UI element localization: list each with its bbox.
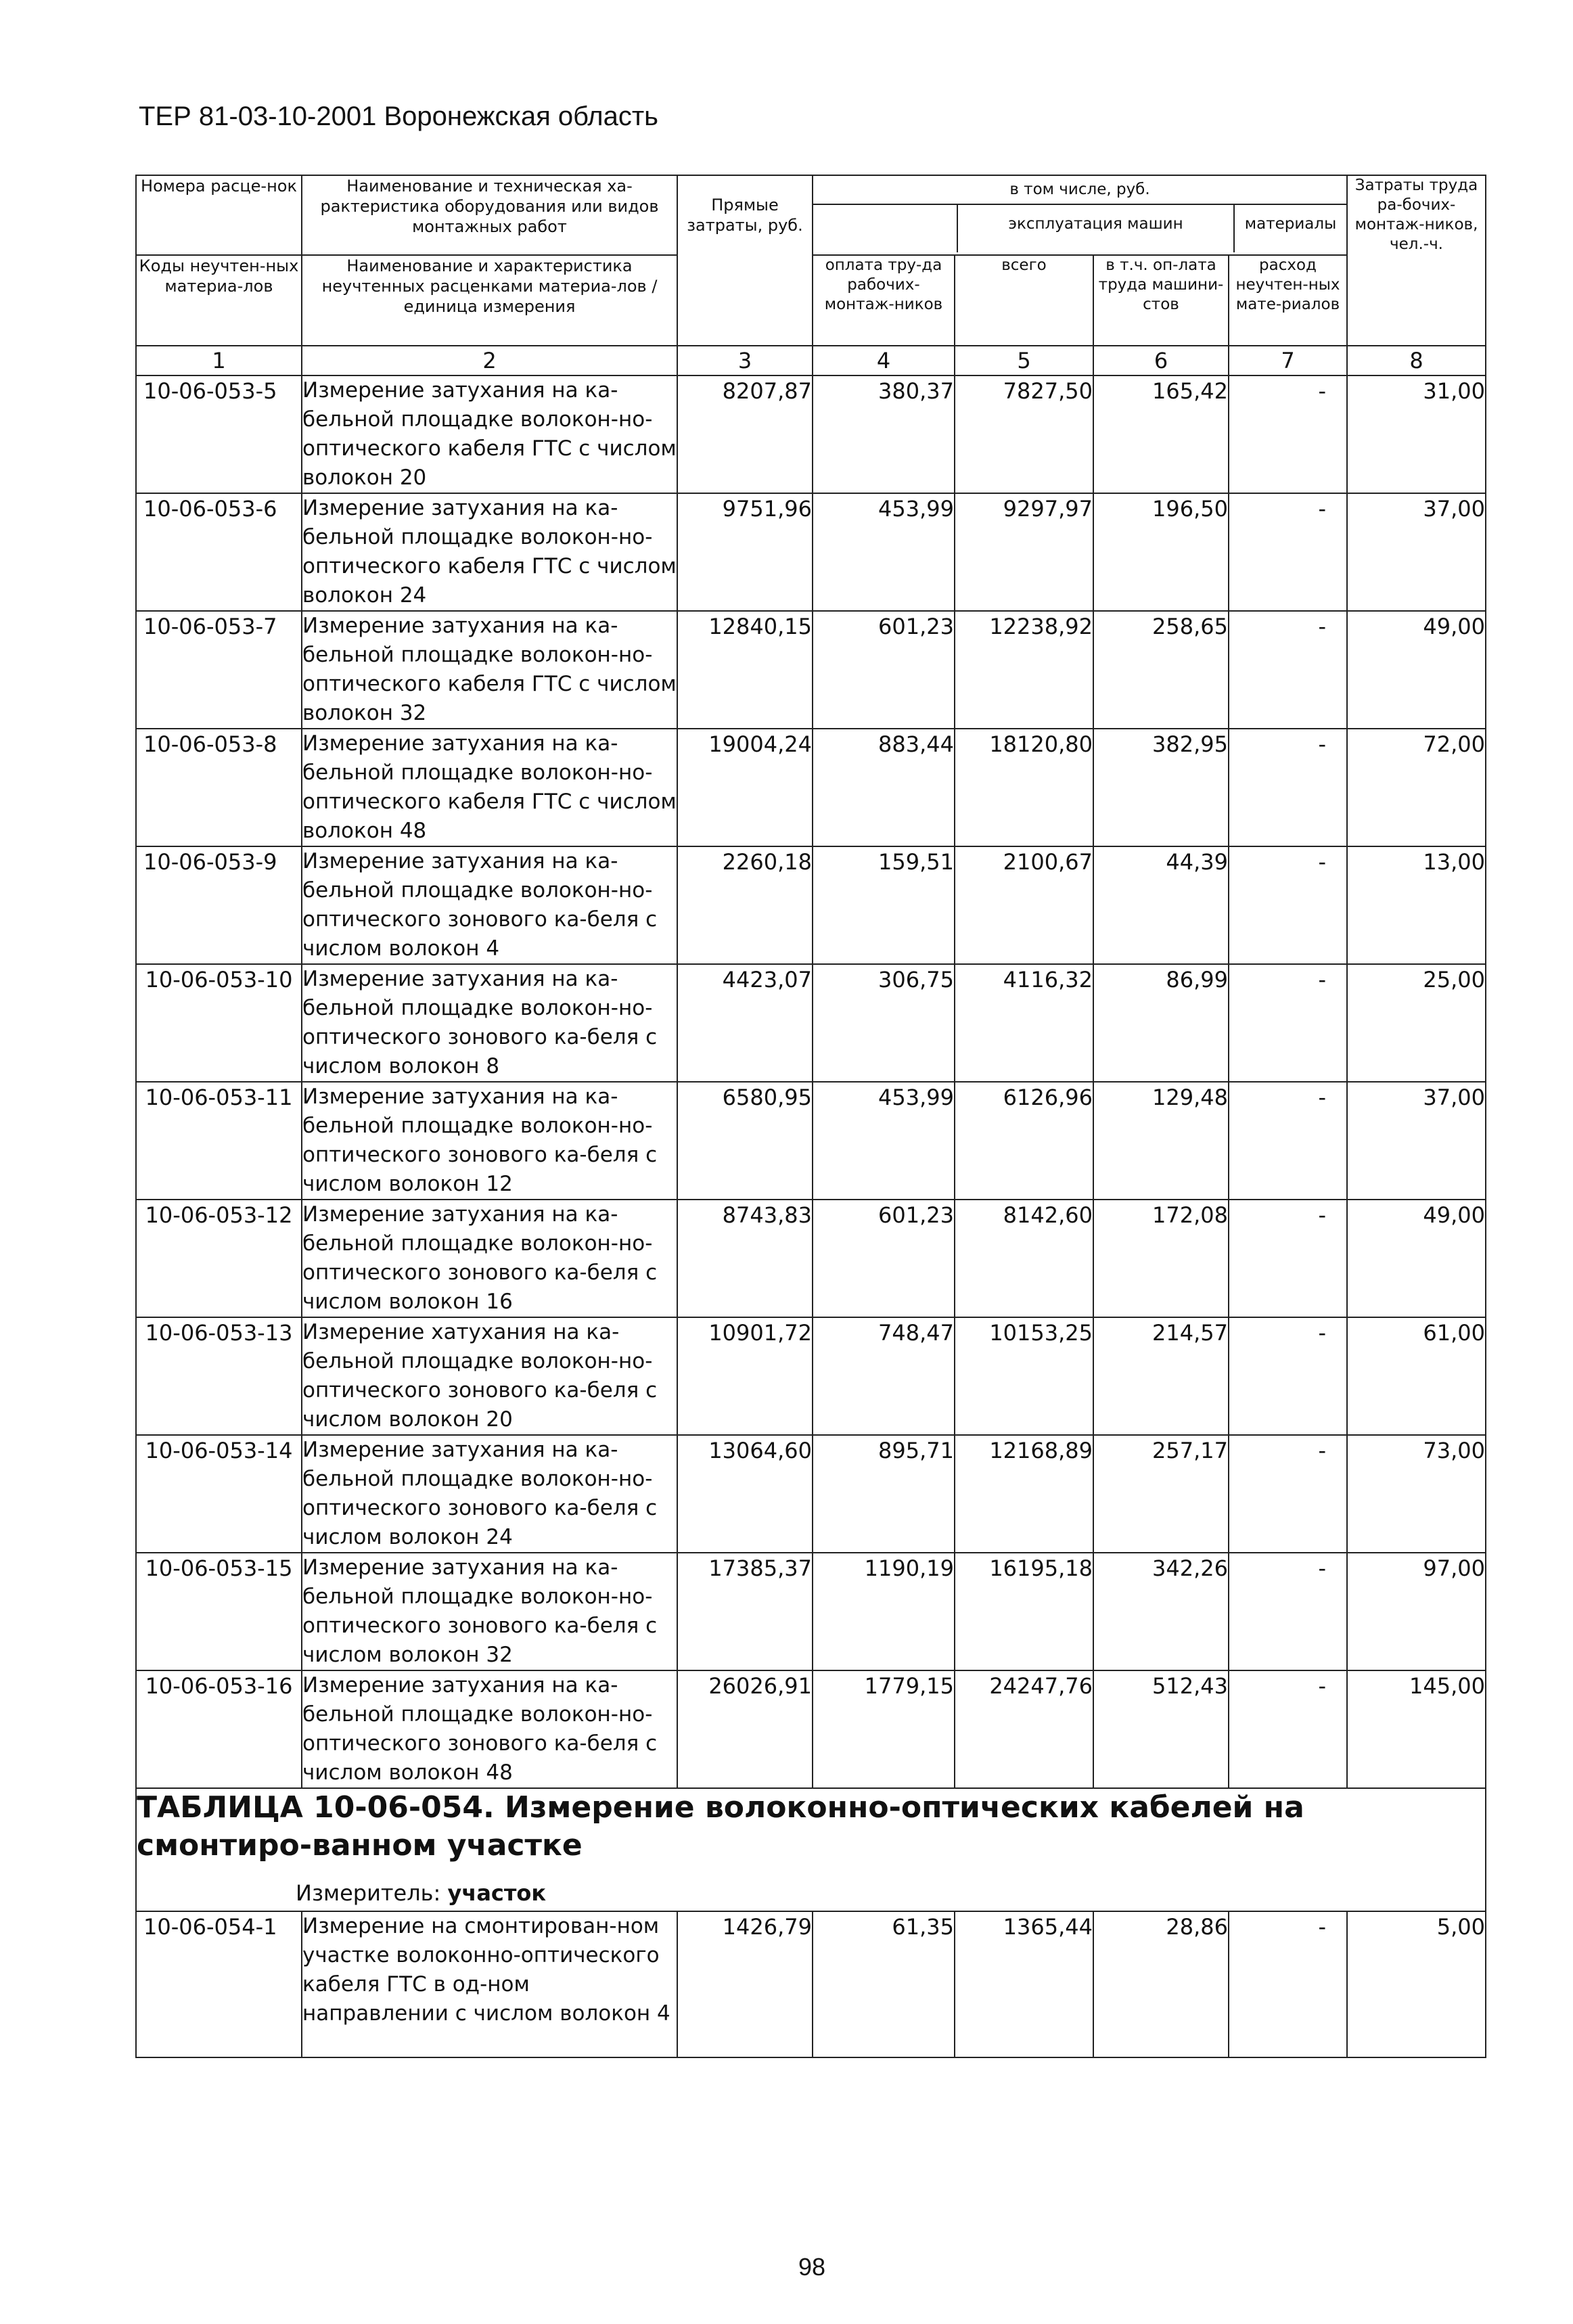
labor-wages: 159,51 xyxy=(813,846,955,964)
header-materials-unaccounted: расход неучтен-ных мате-риалов xyxy=(1229,255,1347,346)
table-row xyxy=(136,493,1486,611)
direct-costs: 1426,79 xyxy=(677,1911,813,2057)
labor-costs: 97,00 xyxy=(1347,1553,1486,1670)
materials-unaccounted: - xyxy=(1229,1435,1347,1553)
table-row xyxy=(136,1200,1486,1317)
direct-costs: 2260,18 xyxy=(677,846,813,964)
materials-unaccounted: - xyxy=(1229,729,1347,846)
work-name: Измерение затухания на ка-бельной площадке волокон-но-оптического кабеля ГТС с числом волокон 24 xyxy=(302,493,677,611)
materials-unaccounted: - xyxy=(1229,1082,1347,1200)
header-direct-costs xyxy=(677,175,813,346)
header-including-group xyxy=(813,175,1347,255)
direct-costs: 6580,95 xyxy=(677,1082,813,1200)
table-row xyxy=(136,375,1486,493)
rate-code: 10-06-053-8 xyxy=(136,729,302,846)
column-number: 8 xyxy=(1347,346,1486,375)
direct-costs: 8743,83 xyxy=(677,1200,813,1317)
meter-value: участок xyxy=(447,1880,547,1906)
column-number: 4 xyxy=(813,346,955,375)
labor-costs: 37,00 xyxy=(1347,493,1486,611)
labor-wages: 453,99 xyxy=(813,493,955,611)
rate-code: 10-06-053-10 xyxy=(136,964,302,1082)
labor-costs: 31,00 xyxy=(1347,375,1486,493)
work-name: Измерение затухания на ка-бельной площадке волокон-но-оптического кабеля ГТС с числом волокон 48 xyxy=(302,729,677,846)
direct-costs: 17385,37 xyxy=(677,1553,813,1670)
work-name: Измерение хатухания на ка-бельной площадке волокон-но-оптического зонового ка-беля с числом волокон 20 xyxy=(302,1317,677,1435)
machine-total: 12238,92 xyxy=(955,611,1093,729)
machine-wages: 214,57 xyxy=(1093,1317,1229,1435)
direct-costs: 12840,15 xyxy=(677,611,813,729)
machine-total: 6126,96 xyxy=(955,1082,1093,1200)
direct-costs: 13064,60 xyxy=(677,1435,813,1553)
direct-costs: 19004,24 xyxy=(677,729,813,846)
header-material-description: Наименование и характеристика неучтенных расценками материа-лов / единица измерения xyxy=(302,255,677,346)
labor-costs: 73,00 xyxy=(1347,1435,1486,1553)
labor-wages: 895,71 xyxy=(813,1435,955,1553)
labor-costs: 49,00 xyxy=(1347,611,1486,729)
section-heading xyxy=(136,1788,1486,1911)
labor-wages: 61,35 xyxy=(813,1911,955,2057)
header-materials: материалы xyxy=(1244,215,1337,233)
labor-wages: 1190,19 xyxy=(813,1553,955,1670)
machine-wages: 196,50 xyxy=(1093,493,1229,611)
work-name: Измерение затухания на ка-бельной площадке волокон-но-оптического зонового ка-беля с числом волокон 48 xyxy=(302,1670,677,1788)
work-name: Измерение затухания на ка-бельной площадке волокон-но-оптического зонового ка-беля с числом волокон 32 xyxy=(302,1553,677,1670)
machine-total: 7827,50 xyxy=(955,375,1093,493)
section-meter xyxy=(296,1879,1485,1911)
page-number: 98 xyxy=(798,2253,826,2281)
table-row xyxy=(136,846,1486,964)
header-direct-costs-label: Прямые затраты, руб. xyxy=(687,196,803,235)
machine-total: 1365,44 xyxy=(955,1911,1093,2057)
machine-wages: 28,86 xyxy=(1093,1911,1229,2057)
table-row xyxy=(136,729,1486,846)
machine-total: 8142,60 xyxy=(955,1200,1093,1317)
rates-table xyxy=(135,175,1486,2058)
rate-code: 10-06-053-13 xyxy=(136,1317,302,1435)
labor-wages: 601,23 xyxy=(813,1200,955,1317)
machine-wages: 172,08 xyxy=(1093,1200,1229,1317)
header-machine-wages: в т.ч. оп-лата труда машини-стов xyxy=(1093,255,1229,346)
labor-costs: 72,00 xyxy=(1347,729,1486,846)
header-labor-costs: Затраты труда ра-бочих-монтаж-ников, чел.-ч. xyxy=(1347,175,1486,346)
meter-label: Измеритель: xyxy=(296,1880,441,1906)
materials-unaccounted: - xyxy=(1229,1200,1347,1317)
machine-total: 12168,89 xyxy=(955,1435,1093,1553)
labor-wages: 380,37 xyxy=(813,375,955,493)
work-name: Измерение на смонтирован-ном участке волоконно-оптического кабеля ГТС в од-ном направлении с числом волокон 4 xyxy=(302,1911,677,2057)
rate-code: 10-06-053-16 xyxy=(136,1670,302,1788)
column-number: 2 xyxy=(302,346,677,375)
labor-costs: 145,00 xyxy=(1347,1670,1486,1788)
column-numbers-row xyxy=(136,346,1486,375)
table-row xyxy=(136,1553,1486,1670)
machine-wages: 257,17 xyxy=(1093,1435,1229,1553)
materials-unaccounted: - xyxy=(1229,375,1347,493)
work-name: Измерение затухания на ка-бельной площадке волокон-но-оптического кабеля ГТС с числом волокон 20 xyxy=(302,375,677,493)
table-row xyxy=(136,1670,1486,1788)
materials-unaccounted: - xyxy=(1229,846,1347,964)
work-name: Измерение затухания на ка-бельной площадке волокон-но-оптического кабеля ГТС с числом волокон 32 xyxy=(302,611,677,729)
machine-total: 4116,32 xyxy=(955,964,1093,1082)
materials-unaccounted: - xyxy=(1229,1553,1347,1670)
materials-unaccounted: - xyxy=(1229,964,1347,1082)
machine-total: 24247,76 xyxy=(955,1670,1093,1788)
column-number: 5 xyxy=(955,346,1093,375)
machine-total: 16195,18 xyxy=(955,1553,1093,1670)
labor-wages: 306,75 xyxy=(813,964,955,1082)
machine-wages: 165,42 xyxy=(1093,375,1229,493)
header-labor-wages-top xyxy=(813,205,958,252)
document-title: ТЕР 81-03-10-2001 Воронежская область xyxy=(139,101,659,131)
direct-costs: 26026,91 xyxy=(677,1670,813,1788)
section-heading-row xyxy=(136,1788,1486,1911)
table-body xyxy=(136,375,1486,2057)
labor-wages: 748,47 xyxy=(813,1317,955,1435)
labor-costs: 49,00 xyxy=(1347,1200,1486,1317)
rate-code: 10-06-053-5 xyxy=(136,375,302,493)
column-number: 3 xyxy=(677,346,813,375)
direct-costs: 8207,87 xyxy=(677,375,813,493)
machine-total: 18120,80 xyxy=(955,729,1093,846)
direct-costs: 10901,72 xyxy=(677,1317,813,1435)
section-title: ТАБЛИЦА 10-06-054. Измерение волоконно-оптических кабелей на смонтиро-ванном участке xyxy=(137,1790,1304,1863)
machine-wages: 258,65 xyxy=(1093,611,1229,729)
column-number: 6 xyxy=(1093,346,1229,375)
work-name: Измерение затухания на ка-бельной площадке волокон-но-оптического зонового ка-беля с числом волокон 8 xyxy=(302,964,677,1082)
header-rate-numbers: Номера расце-нок xyxy=(136,175,302,255)
labor-costs: 25,00 xyxy=(1347,964,1486,1082)
machine-total: 10153,25 xyxy=(955,1317,1093,1435)
header-material-codes: Коды неучтен-ных материа-лов xyxy=(136,255,302,346)
machine-wages: 129,48 xyxy=(1093,1082,1229,1200)
rate-code: 10-06-053-6 xyxy=(136,493,302,611)
labor-costs: 37,00 xyxy=(1347,1082,1486,1200)
rate-code: 10-06-053-12 xyxy=(136,1200,302,1317)
header-labor-wages: оплата тру-да рабочих-монтаж-ников xyxy=(813,255,955,346)
materials-unaccounted: - xyxy=(1229,1317,1347,1435)
machine-wages: 44,39 xyxy=(1093,846,1229,964)
machine-wages: 86,99 xyxy=(1093,964,1229,1082)
rate-code: 10-06-053-9 xyxy=(136,846,302,964)
rate-code: 10-06-053-11 xyxy=(136,1082,302,1200)
machine-total: 9297,97 xyxy=(955,493,1093,611)
labor-costs: 13,00 xyxy=(1347,846,1486,964)
labor-wages: 1779,15 xyxy=(813,1670,955,1788)
machine-wages: 382,95 xyxy=(1093,729,1229,846)
rate-code: 10-06-053-14 xyxy=(136,1435,302,1553)
table-header xyxy=(136,175,1486,375)
direct-costs: 9751,96 xyxy=(677,493,813,611)
labor-wages: 883,44 xyxy=(813,729,955,846)
work-name: Измерение затухания на ка-бельной площадке волокон-но-оптического зонового ка-беля с числом волокон 4 xyxy=(302,846,677,964)
machine-total: 2100,67 xyxy=(955,846,1093,964)
work-name: Измерение затухания на ка-бельной площадке волокон-но-оптического зонового ка-беля с числом волокон 24 xyxy=(302,1435,677,1553)
work-name: Измерение затухания на ка-бельной площадке волокон-но-оптического зонового ка-беля с числом волокон 12 xyxy=(302,1082,677,1200)
table-row xyxy=(136,964,1486,1082)
table-row xyxy=(136,611,1486,729)
rate-code: 10-06-054-1 xyxy=(136,1911,302,2057)
header-machine-total: всего xyxy=(955,255,1093,346)
table-row xyxy=(136,1911,1486,2057)
labor-costs: 61,00 xyxy=(1347,1317,1486,1435)
materials-unaccounted: - xyxy=(1229,611,1347,729)
machine-wages: 342,26 xyxy=(1093,1553,1229,1670)
column-number: 1 xyxy=(136,346,302,375)
header-work-description: Наименование и техническая ха-рактеристика оборудования или видов монтажных работ xyxy=(302,175,677,255)
direct-costs: 4423,07 xyxy=(677,964,813,1082)
materials-unaccounted: - xyxy=(1229,1911,1347,2057)
column-number: 7 xyxy=(1229,346,1347,375)
machine-wages: 512,43 xyxy=(1093,1670,1229,1788)
labor-wages: 453,99 xyxy=(813,1082,955,1200)
table-row xyxy=(136,1435,1486,1553)
labor-wages: 601,23 xyxy=(813,611,955,729)
rate-code: 10-06-053-15 xyxy=(136,1553,302,1670)
table-row xyxy=(136,1317,1486,1435)
rate-code: 10-06-053-7 xyxy=(136,611,302,729)
table-row xyxy=(136,1082,1486,1200)
header-machine-operation: эксплуатация машин xyxy=(958,205,1235,252)
materials-unaccounted: - xyxy=(1229,493,1347,611)
header-including: в том числе, руб. xyxy=(813,176,1346,205)
materials-unaccounted: - xyxy=(1229,1670,1347,1788)
labor-costs: 5,00 xyxy=(1347,1911,1486,2057)
work-name: Измерение затухания на ка-бельной площадке волокон-но-оптического зонового ка-беля с числом волокон 16 xyxy=(302,1200,677,1317)
